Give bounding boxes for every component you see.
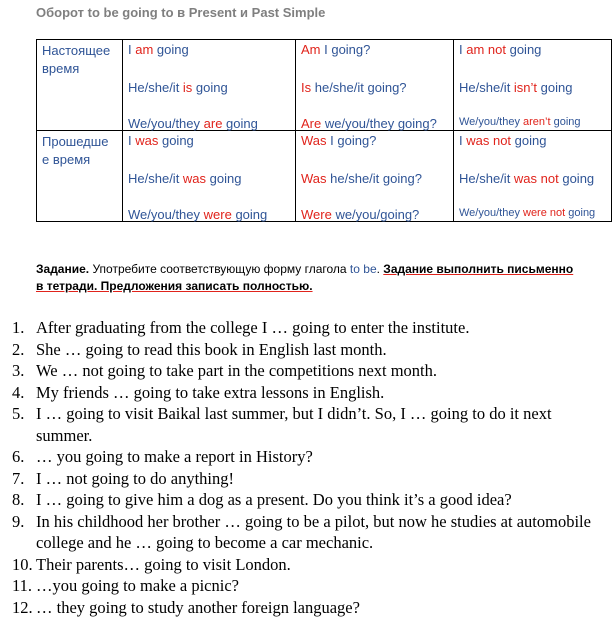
past-negative-cell — [454, 131, 612, 222]
exercise-item — [0, 554, 592, 576]
form-line: I was going — [128, 133, 194, 148]
exercise-text: I … going to visit Baikal last summer, but I didn’t. So, I … going to do it next summer. — [36, 404, 552, 445]
exercise-text: … you going to make a report in History? — [36, 447, 313, 466]
form-line: I was not going — [459, 133, 547, 148]
form-line: Is he/she/it going? — [301, 80, 407, 95]
label-line: Прошедше — [42, 134, 109, 149]
form-line: I am going — [128, 42, 189, 57]
exercise-item — [0, 575, 592, 597]
form-line: Am I going? — [301, 42, 371, 57]
exercise-text: …you going to make a picnic? — [36, 576, 239, 595]
present-affirmative-cell — [123, 40, 296, 131]
exercise-text: After graduating from the college I … going to enter the institute. — [36, 318, 470, 337]
form-line: We/you/they are going — [128, 116, 258, 131]
page-title: Оборот to be going to в Present и Past Simple — [36, 5, 326, 20]
exercise-text: I … not going to do anything! — [36, 468, 234, 488]
exercise-text: She … going to read this book in English last month. — [36, 339, 387, 359]
task-underlined-note: Задание выполнить письменно в тетради. Предложения записать полностью. — [36, 262, 574, 293]
exercise-number: 6. — [12, 447, 25, 466]
label-line: е время — [42, 152, 91, 167]
form-line: Was he/she/it going? — [301, 171, 422, 186]
form-line: Are we/you/they going? — [301, 116, 437, 131]
form-line: He/she/it isn’t going — [459, 80, 573, 95]
exercise-text: In his childhood her brother … going to be a pilot, but now he studies at automobile college and he … going to become a car mechanic. — [36, 511, 591, 552]
exercise-item — [0, 317, 592, 339]
exercise-text: We … not going to take part in the competitions next month. — [36, 361, 438, 380]
form-line: Were we/you/going? — [301, 207, 420, 222]
exercise-number: 3. — [12, 361, 25, 380]
exercise-text: I … going to give him a dog as a present. Do you think it’s a good idea? — [36, 490, 512, 509]
exercise-list — [0, 317, 592, 618]
task-text: Употребите соответствующую форму глагола — [89, 262, 350, 276]
exercise-number: 7. — [12, 468, 25, 488]
task-label: Задание. — [36, 262, 90, 276]
exercise-number: 8. — [12, 490, 25, 509]
present-tense-label — [37, 40, 123, 131]
exercise-number: 1. — [12, 318, 25, 337]
table-row-present — [37, 40, 612, 131]
exercise-item — [0, 339, 592, 361]
task-highlight: to be — [349, 262, 377, 276]
task-text-after: . — [376, 262, 384, 276]
exercise-number: 2. — [12, 339, 25, 359]
exercise-number: 11. — [12, 576, 33, 595]
past-tense-label — [37, 131, 123, 222]
label-line: Настоящее — [42, 43, 111, 58]
exercise-number: 4. — [12, 382, 25, 402]
exercise-item — [0, 446, 592, 468]
exercise-number: 12. — [12, 597, 33, 617]
form-line: He/she/it was going — [128, 171, 242, 186]
exercise-text: Their parents… going to visit London. — [36, 554, 291, 574]
exercise-number: 9. — [12, 511, 25, 531]
present-negative-cell — [454, 40, 612, 131]
exercise-number: 5. — [12, 404, 25, 423]
form-line: We/you/they aren’t going — [459, 116, 581, 128]
exercise-item — [0, 382, 592, 404]
past-question-cell — [296, 131, 454, 222]
exercise-text: … they going to study another foreign language? — [36, 597, 360, 617]
exercise-item — [0, 403, 592, 446]
exercise-number: 10. — [12, 554, 33, 574]
exercise-item — [0, 597, 592, 619]
grammar-table — [36, 39, 612, 222]
label-line: время — [42, 61, 80, 76]
exercise-text: My friends … going to take extra lessons in English. — [36, 382, 385, 402]
past-affirmative-cell — [123, 131, 296, 222]
exercise-item — [0, 468, 592, 490]
form-line: We/you/they were going — [128, 207, 268, 222]
form-line: He/she/it was not going — [459, 171, 595, 186]
table-row-past — [37, 131, 612, 222]
exercise-item — [0, 489, 592, 511]
form-line: He/she/it is going — [128, 80, 228, 95]
form-line: I am not going — [459, 42, 542, 57]
exercise-item — [0, 511, 592, 554]
exercise-item — [0, 360, 592, 382]
form-line: We/you/they were not going — [459, 207, 596, 219]
task-instructions — [36, 261, 576, 295]
form-line: Was I going? — [301, 133, 377, 148]
present-question-cell — [296, 40, 454, 131]
